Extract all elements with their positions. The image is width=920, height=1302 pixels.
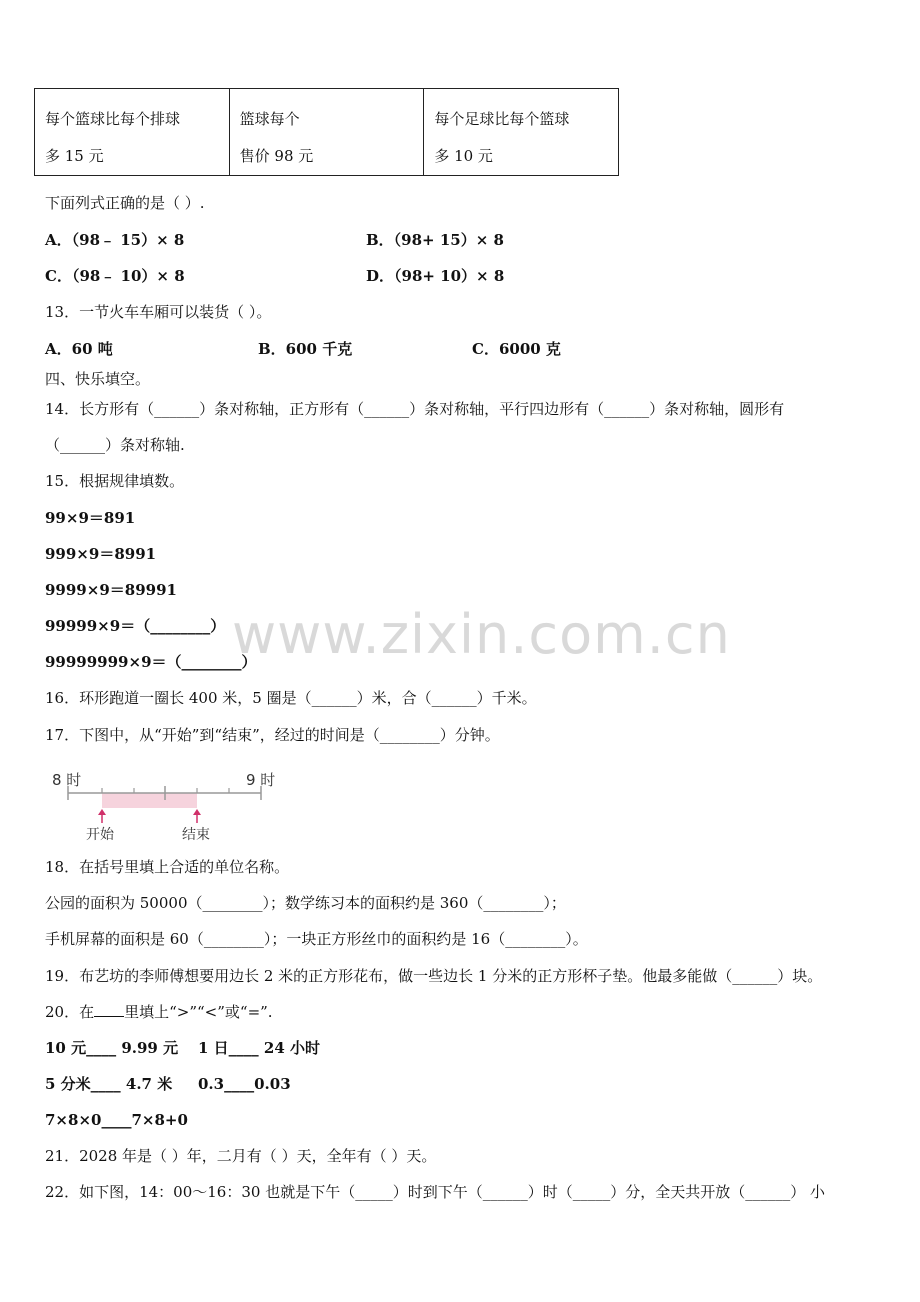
q20-blank <box>94 1016 124 1017</box>
price-table <box>34 88 619 176</box>
table-cell-volleyball <box>35 89 230 176</box>
q20-item: 7×8×0____7×8+0 <box>45 1111 188 1129</box>
cell-line: 售价 98 元 <box>239 147 314 165</box>
q15-row: 9999×9＝89991 <box>45 581 177 599</box>
q19-text: 19．布艺坊的李师傅想要用边长 2 米的正方形花布，做一些边长 1 分米的正方形杯子垫。他最多能做（______）块。 <box>45 967 823 985</box>
ruler-right-label: 9 时 <box>246 771 276 789</box>
q18-line1: 公园的面积为 50000（________）；数学练习本的面积约是 360（________）； <box>45 894 566 912</box>
q13-option-a: A．60 吨 <box>45 340 113 358</box>
section-heading: 四、快乐填空。 <box>45 370 151 388</box>
q20-prompt <box>45 1002 273 1022</box>
q18-line2: 手机屏幕的面积是 60（________）；一块正方形丝巾的面积约是 16（________）。 <box>45 930 588 948</box>
elapsed-interval <box>102 793 197 808</box>
q20-prompt-start: 20．在 <box>45 1003 95 1021</box>
q16-text: 16．环形跑道一圈长 400 米，5 圈是（______）米，合（______）千米。 <box>45 689 537 707</box>
q17-prompt: 17．下图中，从“开始”到“结束”，经过的时间是（________）分钟。 <box>45 726 500 744</box>
end-label: 结束 <box>182 827 210 843</box>
watermark: www.zixin.com.cn <box>232 603 731 666</box>
q12-prompt: 下面列式正确的是（ ）. <box>45 194 205 212</box>
q13-option-b: B．600 千克 <box>258 340 353 358</box>
table-cell-basketball <box>229 89 424 176</box>
cell-line: 每个足球比每个篮球 <box>434 110 570 128</box>
q20-item: 1 日____ 24 小时 <box>198 1039 320 1057</box>
q15-row: 99999×9＝（________） <box>45 617 226 635</box>
q15-row: 99×9＝891 <box>45 509 136 527</box>
q18-prompt: 18．在括号里填上合适的单位名称。 <box>45 858 290 876</box>
q20-prompt-end: 里填上“>”“<”或“=”. <box>124 1003 273 1021</box>
cell-line: 篮球每个 <box>239 110 300 128</box>
q20-item: 5 分米____ 4.7 米 <box>45 1075 173 1093</box>
q12-option-a: A．（98﹣ 15）× 8 <box>45 231 185 249</box>
q13-option-c: C．6000 克 <box>472 340 561 358</box>
q22-text: 22．如下图，14：00～16：30 也就是下午（_____）时到下午（______）时（_____）分，全天共开放（______） 小 <box>45 1183 825 1201</box>
ruler-left-label: 8 时 <box>52 771 82 789</box>
q14-line1: 14．长方形有（______）条对称轴，正方形有（______）条对称轴，平行四边形有（______）条对称轴，圆形有 <box>45 400 785 418</box>
end-arrow-head <box>193 809 201 815</box>
q20-item: 0.3____0.03 <box>198 1075 291 1093</box>
time-ruler-figure <box>50 768 290 843</box>
q12-option-b: B．（98+ 15）× 8 <box>366 231 504 249</box>
start-arrow-head <box>98 809 106 815</box>
table-cell-football <box>424 89 619 176</box>
q13-prompt: 13．一节火车车厢可以装货（ ）。 <box>45 303 272 321</box>
q21-text: 21．2028 年是（ ）年，二月有（ ）天，全年有（ ）天。 <box>45 1147 437 1165</box>
q12-option-c: C．（98﹣ 10）× 8 <box>45 267 185 285</box>
cell-line: 多 10 元 <box>434 147 493 165</box>
cell-line: 每个篮球比每个排球 <box>45 110 181 128</box>
q15-prompt: 15．根据规律填数。 <box>45 472 185 490</box>
q12-option-d: D．（98+ 10）× 8 <box>366 267 505 285</box>
q20-item: 10 元____ 9.99 元 <box>45 1039 179 1057</box>
cell-line: 多 15 元 <box>45 147 104 165</box>
q15-row: 999×9＝8991 <box>45 545 157 563</box>
start-label: 开始 <box>86 827 114 843</box>
q14-line2: （______）条对称轴. <box>45 436 185 454</box>
q15-row: 99999999×9＝（________） <box>45 653 257 671</box>
